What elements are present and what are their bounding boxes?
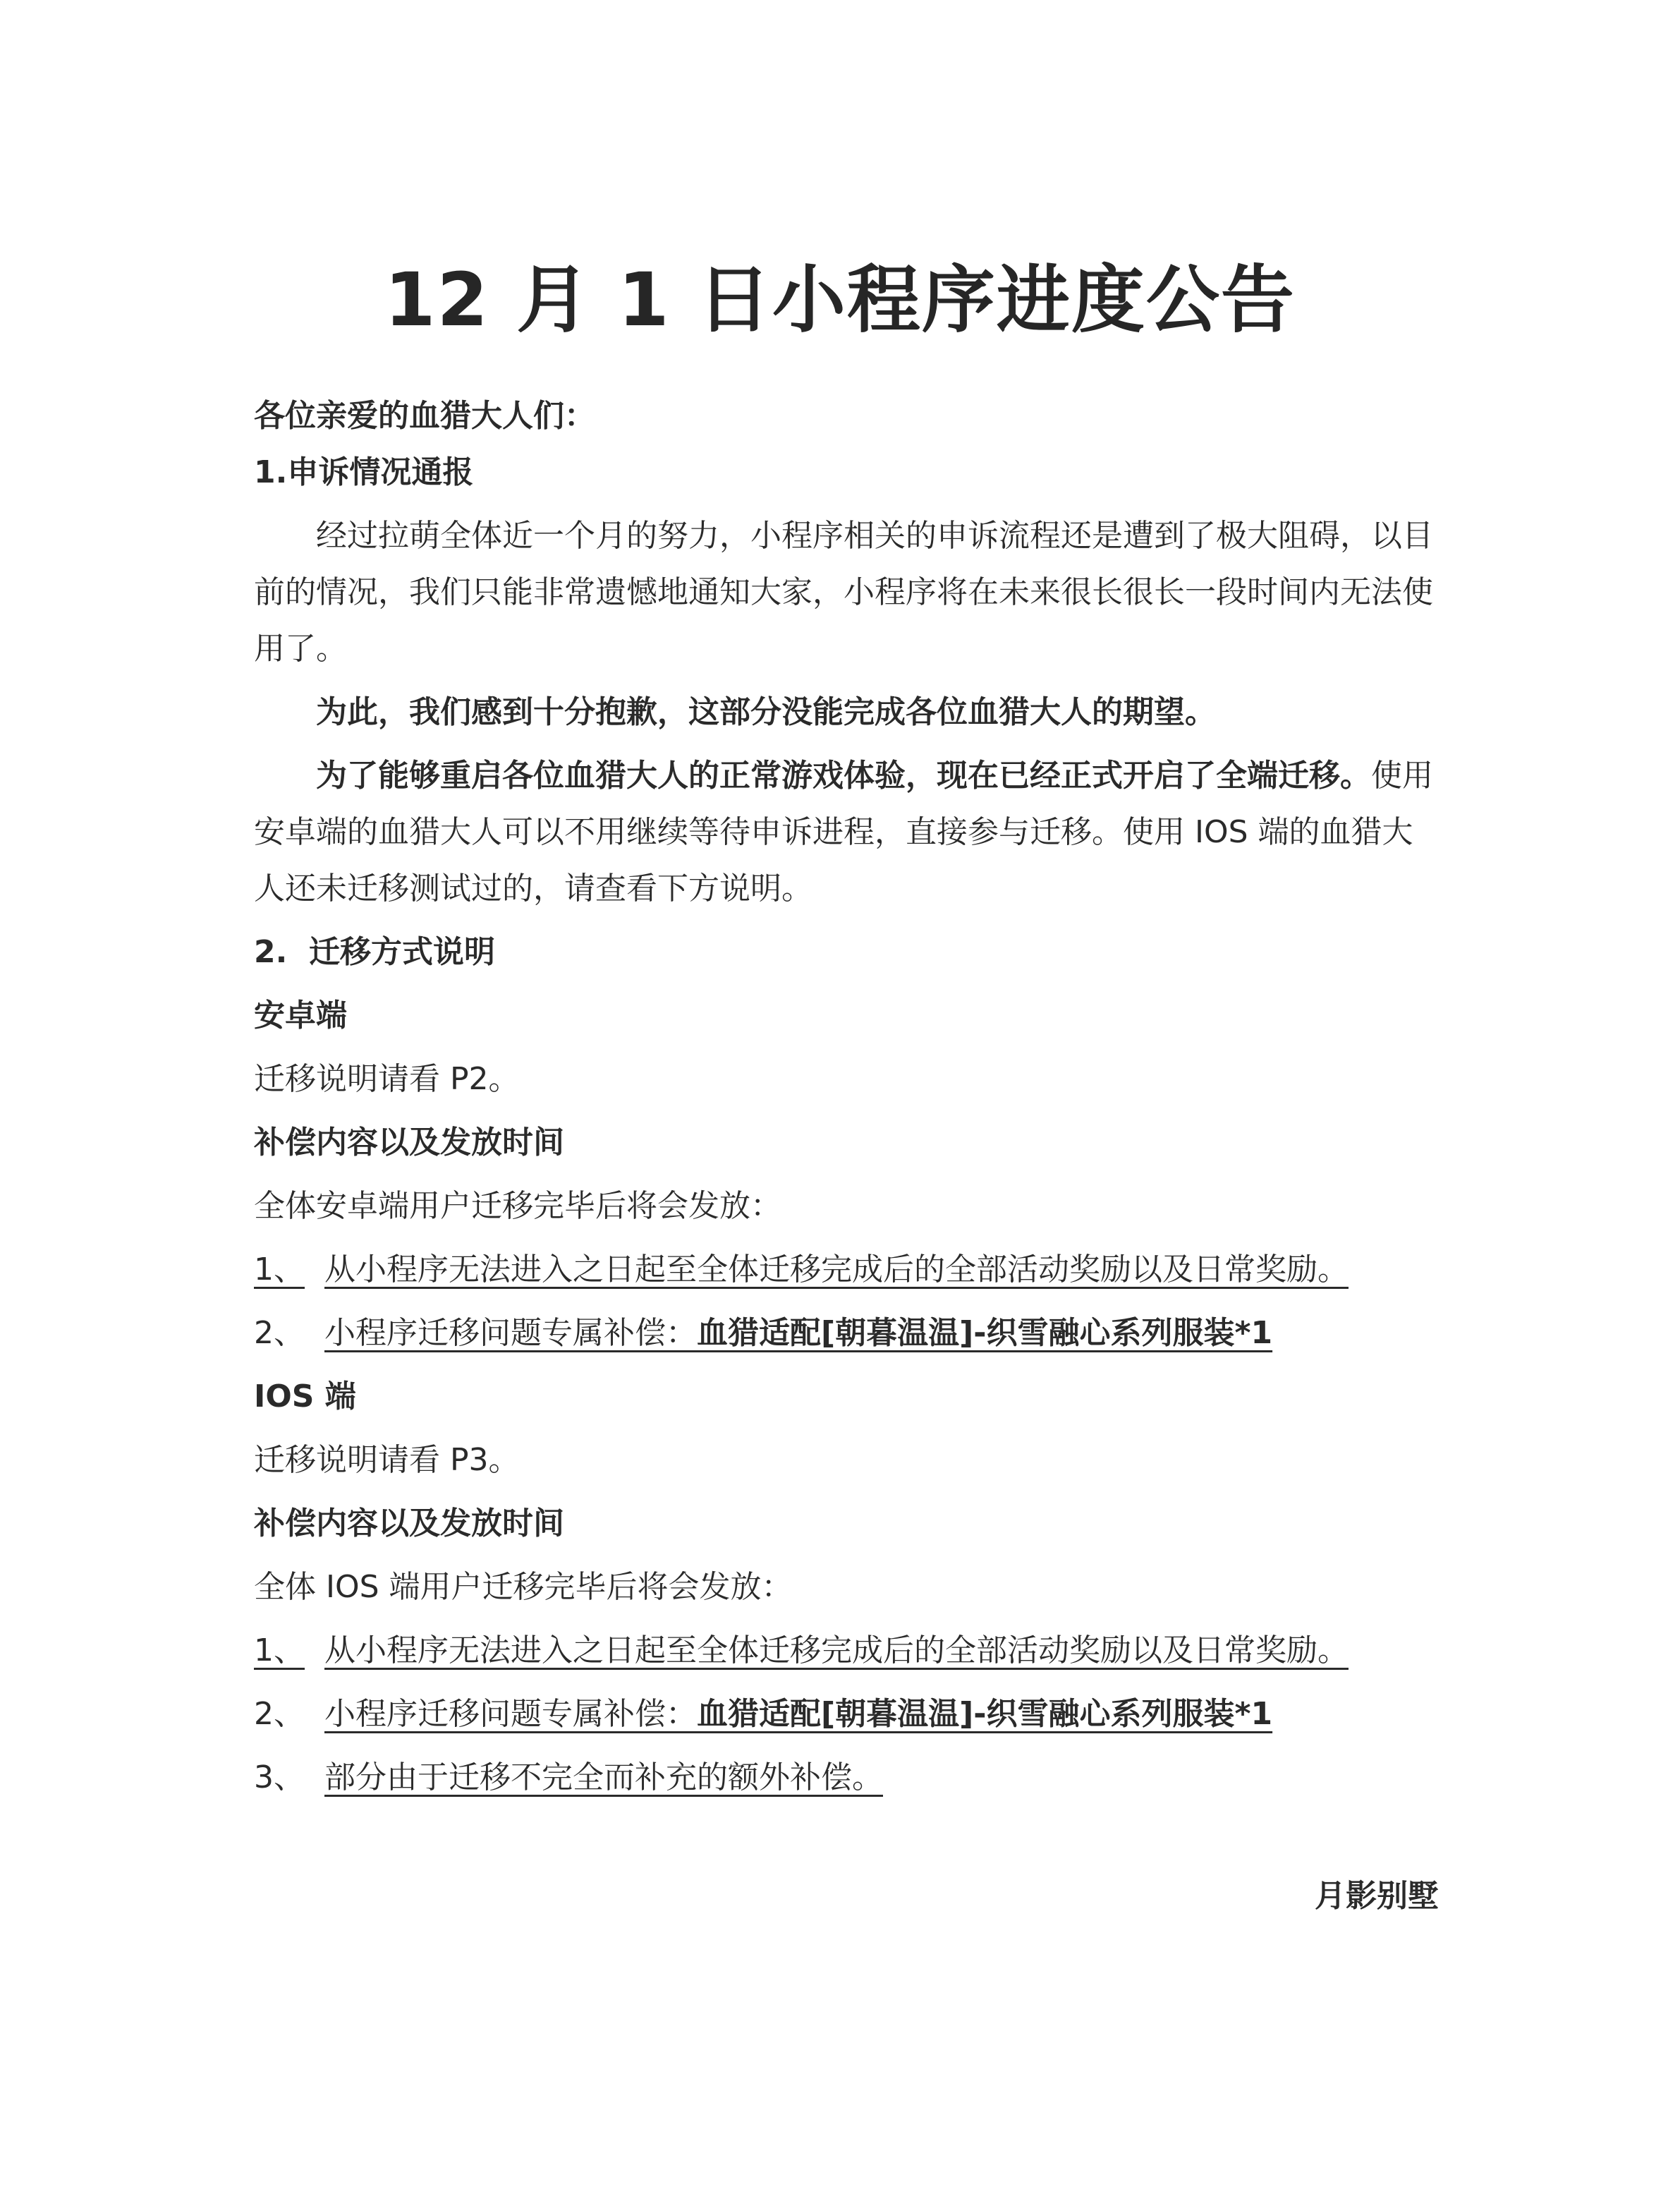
list-item [254, 1305, 1439, 1362]
ios-comp-heading: 补偿内容以及发放时间 [254, 1505, 564, 1541]
list-item [254, 1623, 1439, 1679]
ios-instruction: 迁移说明请看 P3。 [254, 1442, 520, 1478]
section1-paragraph-2: 为此，我们感到十分抱歉，这部分没能完成各位血猎大人的期望。 [316, 694, 1216, 730]
section1-heading: 1.申诉情况通报 [254, 454, 474, 490]
section1-paragraph-1: 经过拉萌全体近一个月的努力，小程序相关的申诉流程还是遭到了极大阻碍，以目前的情况，我们只能非常遗憾地通知大家，小程序将在未来很长很长一段时间内无法使用了。 [254, 518, 1433, 667]
section2-heading: 2. 迁移方式说明 [254, 934, 495, 970]
list-number: 1、 [254, 1632, 305, 1668]
list-item [254, 1686, 1439, 1743]
list-text-bold: 血猎适配[朝暮温温]-织雪融心系列服装*1 [697, 1696, 1273, 1732]
android-comp-intro: 全体安卓端用户迁移完毕后将会发放： [254, 1188, 781, 1224]
para3-bold-text: 为了能够重启各位血猎大人的正常游戏体验，现在已经正式开启了全端迁移。 [316, 758, 1371, 794]
list-text: 小程序迁移问题专属补偿： [324, 1315, 697, 1351]
list-number: 3、 [254, 1759, 305, 1795]
android-comp-heading: 补偿内容以及发放时间 [254, 1125, 564, 1160]
list-number: 2、 [254, 1696, 305, 1732]
android-instruction: 迁移说明请看 P2。 [254, 1061, 520, 1097]
list-text: 从小程序无法进入之日起至全体迁移完成后的全部活动奖励以及日常奖励。 [324, 1251, 1349, 1287]
list-item [254, 1242, 1439, 1298]
list-number: 1、 [254, 1251, 305, 1287]
list-number: 2、 [254, 1315, 305, 1351]
list-text: 从小程序无法进入之日起至全体迁移完成后的全部活动奖励以及日常奖励。 [324, 1632, 1349, 1668]
signature: 月影别墅 [1315, 1878, 1439, 1914]
list-text-bold: 血猎适配[朝暮温温]-织雪融心系列服装*1 [697, 1315, 1273, 1351]
section1-paragraph-3 [254, 748, 1439, 917]
page-title: 12 月 1 日小程序进度公告 [384, 257, 1296, 343]
document-body [254, 388, 1439, 1806]
para3-text: 使用安卓端的血猎大人可以不用继续等待申诉进程，直接参与迁移。使用 IOS 端的血猎大人还未迁移测试过的，请查看下方说明。 [254, 758, 1433, 907]
list-text: 小程序迁移问题专属补偿： [324, 1696, 697, 1732]
android-heading: 安卓端 [254, 998, 347, 1034]
ios-heading: IOS 端 [254, 1378, 356, 1414]
list-item [254, 1750, 1439, 1806]
list-text: 部分由于迁移不完全而补充的额外补偿。 [324, 1759, 883, 1795]
greeting: 各位亲爱的血猎大人们： [254, 398, 595, 434]
ios-comp-intro: 全体 IOS 端用户迁移完毕后将会发放： [254, 1569, 793, 1605]
